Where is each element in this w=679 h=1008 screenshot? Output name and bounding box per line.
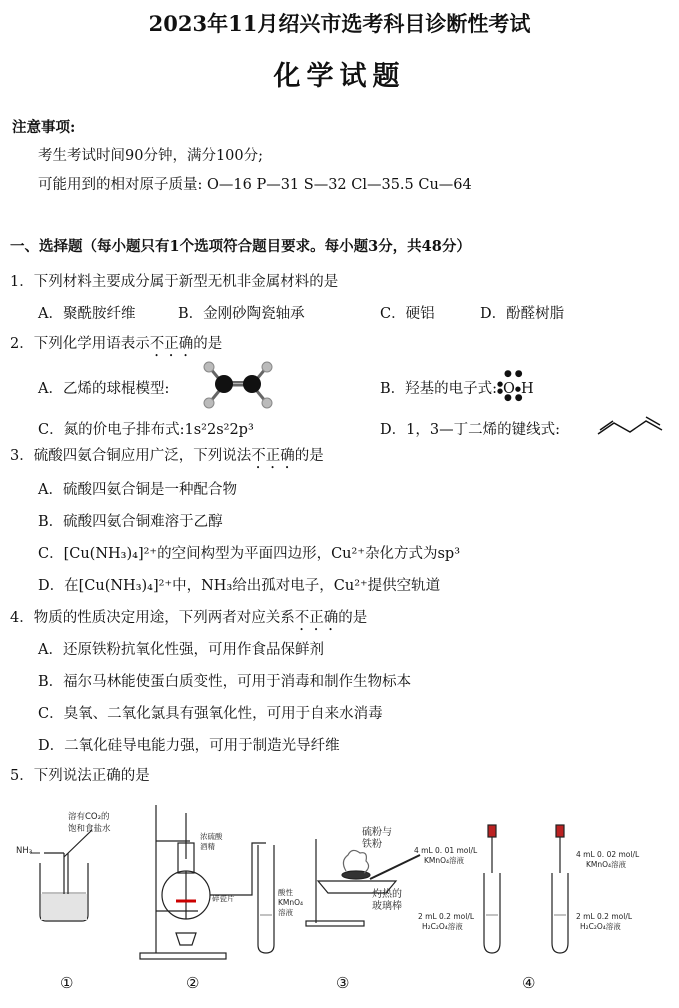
butadiene-skeletal-formula <box>596 410 664 440</box>
f3-rod-label-2: 玻璃棒 <box>372 901 402 912</box>
q4-option-d: D．二氧化硅导电能力强，可用于制造光导纤维 <box>38 738 340 754</box>
notes-heading: 注意事项: <box>12 119 76 136</box>
ethylene-ball-stick-model <box>196 360 280 410</box>
notes-line-2: 可能用到的相对原子质量: O—16 P—31 S—32 Cl—35.5 Cu—64 <box>38 177 472 193</box>
hydroxyl-electron-formula: ● ● ● ● ● ● O●H <box>497 369 534 403</box>
q3-option-d: D．在[Cu(NH₃)₄]²⁺中，NH₃给出孤对电子，Cu²⁺提供空轨道 <box>38 578 441 594</box>
section-heading: 一、选择题（每小题只有1个选项符合题目要求。每小题3分，共48分） <box>10 238 471 255</box>
f3-rod-label-1: 灼热的 <box>372 889 402 900</box>
figure-caption-3: ③ <box>336 974 350 992</box>
subject-title: 化学试题 <box>273 61 406 92</box>
q3-stem: 3．硫酸四氨合铜应用广泛，下列说法不正确的是 <box>10 448 324 464</box>
f1-label-2: 饱和食盐水 <box>68 824 111 834</box>
f3-label-2: 铁粉 <box>362 839 382 850</box>
q1-option-c: C．硬铝 <box>380 306 435 322</box>
q2-option-c: C．氮的价电子排布式:1s²2s²2p³ <box>38 422 254 438</box>
q1-option-b: B．金刚砂陶瓷轴承 <box>178 306 305 322</box>
f4b-top-label-2: KMnO₄溶液 <box>586 860 627 869</box>
notes-line-1: 考生考试时间90分钟，满分100分; <box>38 148 264 164</box>
q4-option-c: C．臭氧、二氧化氯具有强氧化性，可用于自来水消毒 <box>38 706 383 722</box>
q5-stem: 5．下列说法正确的是 <box>10 768 150 784</box>
f4a-bottom-label-2: H₂C₂O₄溶液 <box>422 922 463 931</box>
q2-option-a: A．乙烯的球棍模型: <box>38 381 170 397</box>
q3-option-a: A．硫酸四氨合铜是一种配合物 <box>38 482 237 498</box>
apparatus-2-ethanol-dehydration <box>140 805 274 959</box>
figure-caption-2: ② <box>186 974 200 992</box>
f3-label-1: 硫粉与 <box>362 827 392 838</box>
q1-option-d: D．酚醛树脂 <box>480 306 565 322</box>
f2-chip-label: 碎瓷片 <box>212 894 235 903</box>
apparatus-4b-test-tube <box>552 825 568 953</box>
f1-nh3-label: NH₃ <box>16 846 33 856</box>
f4a-top-label-1: 4 mL 0. 01 mol/L <box>414 846 478 855</box>
f4b-bottom-label-2: H₂C₂O₄溶液 <box>580 922 621 931</box>
q3-option-c: C．[Cu(NH₃)₄]²⁺的空间构型为平面四边形，Cu²⁺杂化方式为sp³ <box>38 546 461 562</box>
exam-title: 2023年11月绍兴市选考科目诊断性考试 <box>148 11 531 36</box>
f4a-top-label-2: KMnO₄溶液 <box>424 856 465 865</box>
figure-caption-1: ① <box>60 974 74 992</box>
f2-acid-label-2: 酒精 <box>200 842 215 851</box>
apparatus-4a-test-tube <box>484 825 500 953</box>
q1-stem: 1．下列材料主要成分属于新型无机非金属材料的是 <box>10 274 339 290</box>
f1-label-1: 溶有CO₂的 <box>68 812 110 822</box>
f4b-bottom-label-1: 2 mL 0.2 mol/L <box>576 912 633 921</box>
f2-solution-label-3: 溶液 <box>278 908 293 917</box>
f4b-top-label-1: 4 mL 0. 02 mol/L <box>576 850 640 859</box>
q4-option-b: B．福尔马林能使蛋白质变性，可用于消毒和制作生物标本 <box>38 674 412 690</box>
q2-option-b: B．羟基的电子式: <box>380 381 498 397</box>
q1-option-a: A．聚酰胺纤维 <box>38 306 136 322</box>
f2-acid-label-1: 浓硫酸 <box>200 832 223 841</box>
q2-stem: 2．下列化学用语表示不正确的是 <box>10 336 223 352</box>
q5-apparatus-figure <box>0 795 679 965</box>
q4-option-a: A．还原铁粉抗氧化性强，可用作食品保鲜剂 <box>38 642 324 658</box>
q4-stem: 4．物质的性质决定用途，下列两者对应关系不正确的是 <box>10 610 368 626</box>
apparatus-3-sulfur-iron <box>306 839 420 926</box>
q2-option-d: D．1，3—丁二烯的键线式: <box>380 422 560 438</box>
f2-solution-label-2: KMnO₄ <box>278 898 304 907</box>
figure-caption-4: ④ <box>522 974 536 992</box>
f2-solution-label-1: 酸性 <box>278 888 293 897</box>
f4a-bottom-label-1: 2 mL 0.2 mol/L <box>418 912 475 921</box>
q3-option-b: B．硫酸四氨合铜难溶于乙醇 <box>38 514 223 530</box>
